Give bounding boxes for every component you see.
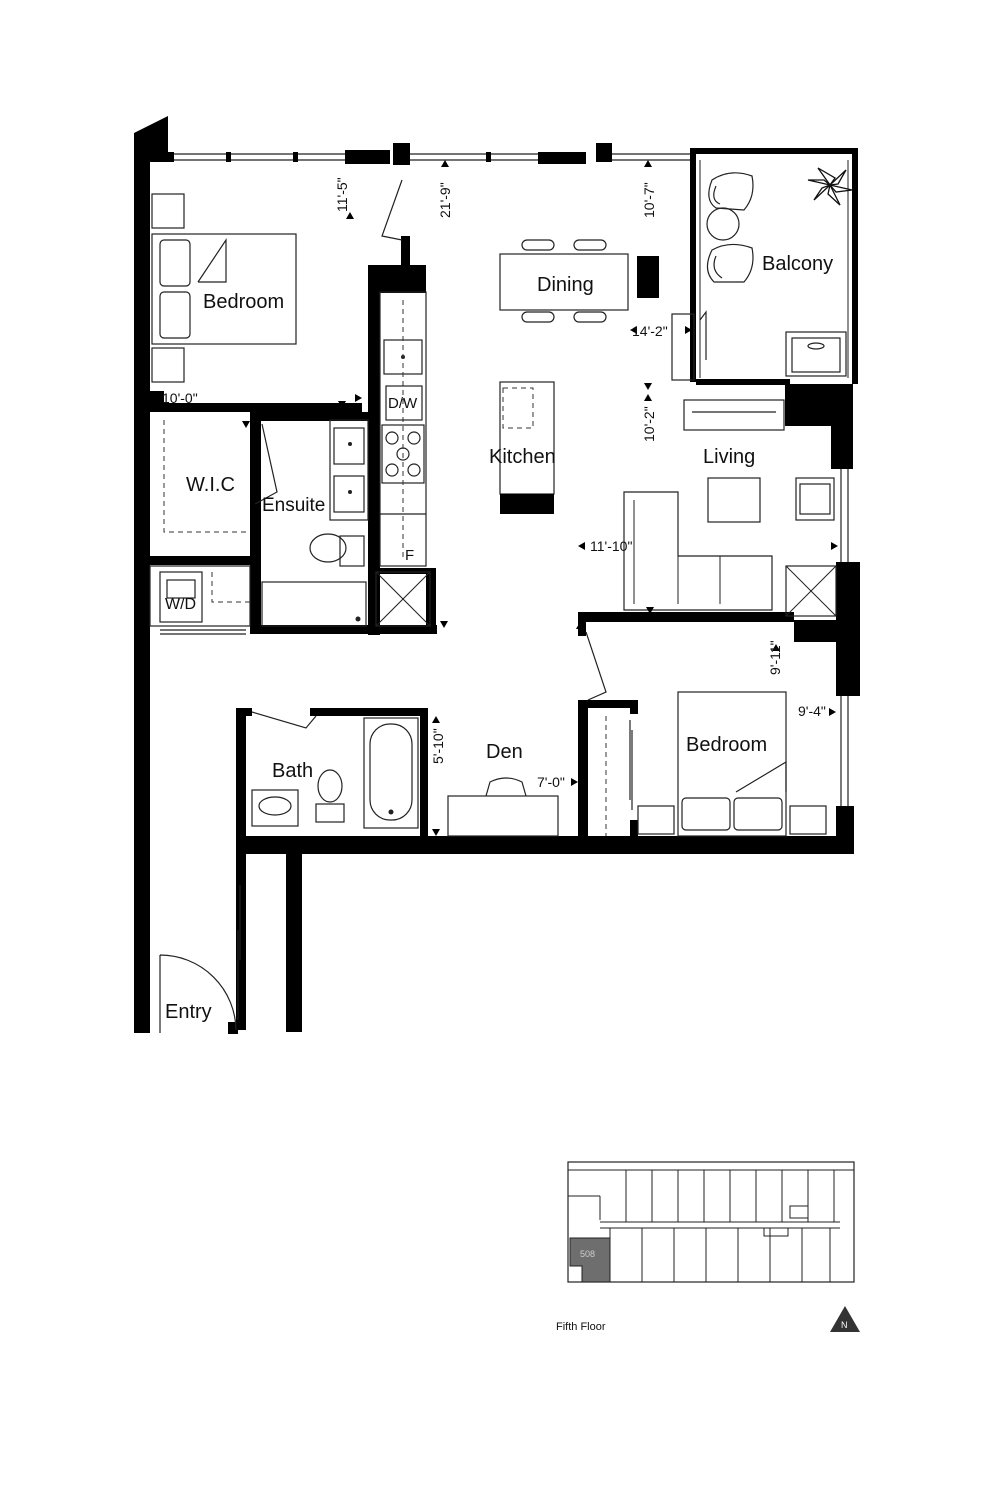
label-kitchen: Kitchen [489, 446, 556, 468]
room-labels [165, 253, 833, 1023]
kitchen-counter [380, 292, 554, 566]
key-plan-unit-number: 508 [580, 1249, 596, 1259]
dim-den-depth: 5'-10" [430, 728, 446, 764]
dim-living-depth: 10'-2" [641, 406, 657, 442]
label-dw: D/W [388, 395, 418, 412]
dim-den-width: 7'-0" [537, 774, 565, 790]
label-balcony: Balcony [762, 253, 834, 275]
dim-balcony-width: 14'-2" [632, 323, 668, 339]
dim-bedroom-main-width: 10'-0" [162, 390, 198, 406]
north-arrow-icon [830, 1306, 860, 1332]
dim-bedroom-second-width: 9'-4" [798, 703, 826, 719]
dim-bedroom-main-depth: 11'-5" [334, 177, 350, 212]
label-bedroom-second: Bedroom [686, 734, 768, 756]
floor-label: Fifth Floor [556, 1321, 606, 1333]
label-living: Living [703, 446, 756, 468]
dim-bedroom-second-depth: 9'-11" [767, 640, 783, 675]
exterior-walls [134, 116, 860, 1034]
label-den: Den [486, 741, 523, 763]
label-bedroom-main: Bedroom [203, 291, 285, 313]
dim-living-width: 11'-10" [590, 538, 633, 554]
label-fridge: F [405, 547, 415, 564]
label-dining: Dining [537, 274, 594, 296]
north-windows [174, 152, 692, 162]
key-plan [568, 1162, 854, 1282]
label-wd: W/D [165, 596, 197, 613]
ensuite-fixtures [262, 420, 430, 626]
label-wic: W.I.C [186, 474, 235, 496]
dim-balcony-depth: 10'-7" [641, 182, 657, 218]
label-ensuite: Ensuite [262, 495, 326, 516]
label-entry: Entry [165, 1001, 212, 1023]
bedroom-2-furniture [606, 692, 826, 836]
label-bath: Bath [272, 760, 314, 782]
dim-overall-depth: 21'-9" [437, 182, 453, 218]
unit-highlight [570, 1238, 610, 1282]
north-label: N [841, 1320, 848, 1330]
